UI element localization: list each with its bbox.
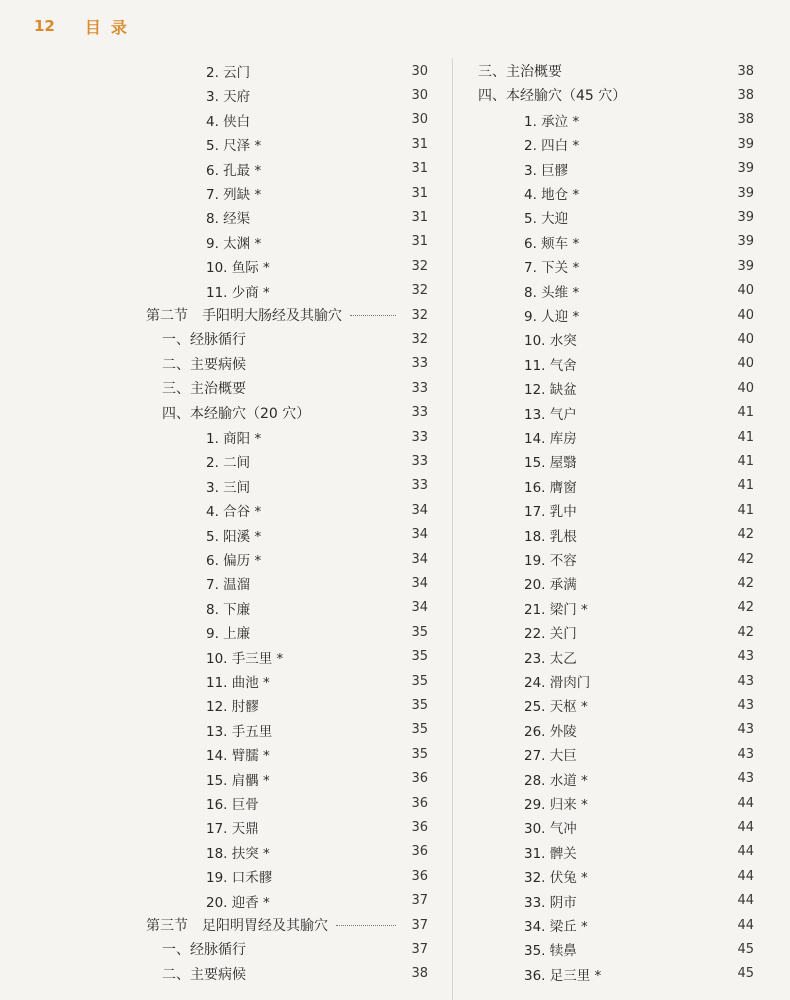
toc-acupoint-entry bbox=[468, 231, 754, 253]
entry-label: 19. 口禾髎 bbox=[206, 870, 273, 887]
dot-leader bbox=[336, 924, 396, 926]
entry-page-number: 31 bbox=[411, 234, 428, 250]
dot-leader bbox=[350, 314, 396, 316]
toc-acupoint-entry bbox=[468, 158, 754, 180]
toc-acupoint-entry bbox=[468, 694, 754, 716]
entry-page-number: 39 bbox=[737, 234, 754, 250]
entry-label: 15. 肩髃 * bbox=[206, 772, 270, 789]
entry-label: 18. 乳根 bbox=[524, 528, 577, 545]
entry-page-number: 31 bbox=[411, 185, 428, 201]
entry-label: 4. 合谷 * bbox=[206, 504, 262, 521]
entry-page-number: 40 bbox=[737, 356, 754, 372]
entry-page-number: 42 bbox=[737, 551, 754, 567]
entry-label: 第三节 足阳明胃经及其腧穴 bbox=[146, 918, 328, 934]
toc-acupoint-entry bbox=[468, 621, 754, 643]
entry-page-number: 39 bbox=[737, 258, 754, 274]
entry-label: 22. 关门 bbox=[524, 626, 577, 643]
entry-label: 14. 库房 bbox=[524, 431, 577, 447]
entry-label: 13. 手五里 bbox=[206, 723, 273, 740]
toc-acupoint-entry bbox=[140, 865, 428, 887]
entry-page-number: 44 bbox=[737, 795, 754, 811]
entry-page-number: 31 bbox=[411, 136, 428, 152]
entry-page-number: 31 bbox=[411, 161, 428, 177]
toc-acupoint-entry bbox=[468, 938, 754, 960]
toc-acupoint-entry bbox=[140, 890, 428, 912]
entry-page-number: 41 bbox=[737, 429, 754, 445]
entry-label: 11. 气舍 bbox=[524, 357, 577, 374]
toc-acupoint-entry bbox=[468, 450, 754, 472]
toc-acupoint-entry bbox=[468, 475, 754, 497]
toc-acupoint-entry bbox=[468, 841, 754, 863]
entry-page-number: 44 bbox=[737, 844, 754, 860]
entry-label: 25. 天枢 * bbox=[524, 699, 588, 716]
toc-acupoint-entry bbox=[140, 694, 428, 716]
entry-page-number: 43 bbox=[737, 649, 754, 665]
toc-acupoint-entry bbox=[140, 475, 428, 497]
toc-acupoint-entry bbox=[468, 743, 754, 765]
entry-label: 17. 天鼎 bbox=[206, 821, 259, 838]
toc-acupoint-entry bbox=[140, 670, 428, 692]
entry-label: 13. 气户 bbox=[524, 406, 577, 423]
entry-page-number: 35 bbox=[411, 624, 428, 640]
entry-page-number: 36 bbox=[411, 844, 428, 860]
toc-acupoint-entry bbox=[468, 499, 754, 521]
toc-acupoint-entry bbox=[140, 280, 428, 302]
entry-page-number: 35 bbox=[411, 746, 428, 762]
toc-acupoint-entry bbox=[468, 646, 754, 668]
toc-acupoint-entry bbox=[140, 719, 428, 741]
entry-page-number: 35 bbox=[411, 722, 428, 738]
toc-acupoint-entry bbox=[140, 646, 428, 668]
entry-label: 20. 迎香 * bbox=[206, 894, 270, 911]
toc-acupoint-entry bbox=[468, 890, 754, 912]
entry-page-number: 42 bbox=[737, 575, 754, 591]
toc-acupoint-entry bbox=[140, 816, 428, 838]
entry-page-number: 36 bbox=[411, 868, 428, 884]
toc-acupoint-entry bbox=[140, 450, 428, 472]
entry-label: 35. 犊鼻 bbox=[524, 943, 577, 960]
toc-acupoint-entry bbox=[140, 60, 428, 82]
entry-label: 3. 三间 bbox=[206, 479, 251, 496]
page-number: 12 bbox=[34, 17, 55, 35]
toc-acupoint-entry bbox=[140, 572, 428, 594]
entry-label: 6. 颊车 * bbox=[524, 235, 580, 252]
entry-label: 17. 乳中 bbox=[524, 504, 577, 521]
toc-acupoint-entry bbox=[140, 548, 428, 570]
toc-acupoint-entry bbox=[140, 597, 428, 619]
toc-acupoint-entry bbox=[140, 792, 428, 814]
entry-page-number: 32 bbox=[411, 331, 428, 347]
entry-label: 20. 承满 bbox=[524, 577, 577, 594]
entry-label: 10. 鱼际 * bbox=[206, 260, 270, 277]
toc-section-entry bbox=[140, 304, 428, 326]
entry-page-number: 34 bbox=[411, 600, 428, 616]
entry-label: 36. 足三里 * bbox=[524, 967, 602, 984]
entry-label: 二、主要病候 bbox=[162, 966, 246, 983]
toc-acupoint-entry bbox=[140, 743, 428, 765]
toc-acupoint-entry bbox=[140, 426, 428, 448]
toc-acupoint-entry bbox=[468, 255, 754, 277]
toc-acupoint-entry bbox=[140, 109, 428, 131]
entry-label: 3. 巨髎 bbox=[524, 162, 569, 179]
toc-subsection-entry bbox=[140, 963, 428, 985]
entry-page-number: 39 bbox=[737, 161, 754, 177]
entry-label: 5. 大迎 bbox=[524, 211, 569, 228]
entry-label: 33. 阴市 bbox=[524, 894, 577, 911]
entry-label: 6. 偏历 * bbox=[206, 553, 262, 569]
entry-page-number: 44 bbox=[737, 893, 754, 909]
toc-acupoint-entry bbox=[468, 816, 754, 838]
toc-subsection-entry bbox=[140, 353, 428, 375]
entry-page-number: 43 bbox=[737, 771, 754, 787]
entry-page-number: 30 bbox=[411, 63, 428, 79]
entry-label: 24. 滑肉门 bbox=[524, 675, 591, 691]
entry-page-number: 42 bbox=[737, 624, 754, 640]
entry-label: 30. 气冲 bbox=[524, 821, 577, 838]
entry-label: 一、经脉循行 bbox=[162, 942, 246, 959]
entry-label: 19. 不容 bbox=[524, 553, 577, 569]
entry-page-number: 39 bbox=[737, 136, 754, 152]
entry-page-number: 40 bbox=[737, 283, 754, 299]
entry-label: 4. 地仓 * bbox=[524, 187, 580, 203]
entry-page-number: 40 bbox=[737, 380, 754, 396]
entry-page-number: 33 bbox=[411, 405, 428, 421]
entry-label: 15. 屋翳 bbox=[524, 455, 577, 472]
entry-label: 12. 缺盆 bbox=[524, 382, 577, 399]
entry-page-number: 33 bbox=[411, 380, 428, 396]
toc-subsection-entry bbox=[140, 402, 428, 424]
page-header bbox=[34, 14, 137, 38]
entry-label: 8. 下廉 bbox=[206, 601, 251, 618]
column-divider bbox=[452, 58, 453, 1000]
entry-label: 4. 侠白 bbox=[206, 113, 251, 130]
entry-label: 28. 水道 * bbox=[524, 772, 588, 789]
entry-label: 9. 上廉 bbox=[206, 626, 251, 643]
toc-acupoint-entry bbox=[468, 182, 754, 204]
toc-acupoint-entry bbox=[468, 524, 754, 546]
toc-acupoint-entry bbox=[468, 133, 754, 155]
entry-label: 29. 归来 * bbox=[524, 797, 588, 813]
entry-label: 7. 下关 * bbox=[524, 260, 580, 277]
entry-page-number: 35 bbox=[411, 697, 428, 713]
toc-acupoint-entry bbox=[468, 328, 754, 350]
entry-label: 8. 经渠 bbox=[206, 211, 251, 228]
toc-acupoint-entry bbox=[140, 255, 428, 277]
entry-page-number: 41 bbox=[737, 478, 754, 494]
entry-page-number: 36 bbox=[411, 771, 428, 787]
toc-subsection-entry bbox=[468, 60, 754, 82]
entry-label: 27. 大巨 bbox=[524, 748, 577, 765]
entry-page-number: 42 bbox=[737, 527, 754, 543]
entry-page-number: 38 bbox=[411, 966, 428, 982]
entry-label: 7. 温溜 bbox=[206, 577, 251, 594]
toc-acupoint-entry bbox=[140, 841, 428, 863]
entry-page-number: 43 bbox=[737, 673, 754, 689]
toc-subsection-entry bbox=[468, 84, 754, 106]
toc-acupoint-entry bbox=[468, 792, 754, 814]
entry-page-number: 35 bbox=[411, 673, 428, 689]
entry-label: 2. 云门 bbox=[206, 65, 251, 81]
entry-label: 5. 尺泽 * bbox=[206, 138, 262, 155]
entry-page-number: 38 bbox=[737, 87, 754, 103]
entry-page-number: 34 bbox=[411, 502, 428, 518]
entry-page-number: 35 bbox=[411, 649, 428, 665]
entry-page-number: 40 bbox=[737, 307, 754, 323]
entry-page-number: 44 bbox=[737, 819, 754, 835]
entry-page-number: 43 bbox=[737, 722, 754, 738]
toc-acupoint-entry bbox=[140, 621, 428, 643]
toc-acupoint-entry bbox=[468, 206, 754, 228]
entry-label: 第二节 手阳明大肠经及其腧穴 bbox=[146, 308, 342, 324]
entry-label: 2. 四白 * bbox=[524, 138, 580, 155]
entry-page-number: 41 bbox=[737, 405, 754, 421]
entry-label: 9. 人迎 * bbox=[524, 309, 580, 325]
toc-acupoint-entry bbox=[468, 768, 754, 790]
entry-label: 1. 承泣 * bbox=[524, 113, 580, 130]
page-title: 目录 bbox=[84, 17, 137, 37]
entry-label: 16. 膺窗 bbox=[524, 479, 577, 496]
entry-label: 18. 扶突 * bbox=[206, 845, 270, 862]
entry-page-number: 33 bbox=[411, 356, 428, 372]
entry-page-number: 44 bbox=[737, 917, 754, 933]
entry-label: 二、主要病候 bbox=[162, 356, 246, 373]
entry-label: 31. 髀关 bbox=[524, 845, 577, 862]
toc-acupoint-entry bbox=[468, 597, 754, 619]
entry-page-number: 31 bbox=[411, 209, 428, 225]
entry-page-number: 30 bbox=[411, 87, 428, 103]
toc-subsection-entry bbox=[140, 938, 428, 960]
entry-page-number: 32 bbox=[411, 258, 428, 274]
toc-acupoint-entry bbox=[140, 231, 428, 253]
toc-acupoint-entry bbox=[140, 524, 428, 546]
toc-acupoint-entry bbox=[468, 377, 754, 399]
entry-page-number: 34 bbox=[411, 527, 428, 543]
toc-acupoint-entry bbox=[468, 280, 754, 302]
entry-label: 1. 商阳 * bbox=[206, 431, 262, 447]
toc-acupoint-entry bbox=[140, 768, 428, 790]
toc-acupoint-entry bbox=[468, 109, 754, 131]
entry-label: 7. 列缺 * bbox=[206, 187, 262, 203]
toc-acupoint-entry bbox=[468, 963, 754, 985]
entry-label: 12. 肘髎 bbox=[206, 699, 259, 716]
entry-label: 23. 太乙 bbox=[524, 650, 577, 667]
toc-acupoint-entry bbox=[468, 402, 754, 424]
entry-label: 9. 太渊 * bbox=[206, 235, 262, 252]
entry-page-number: 33 bbox=[411, 478, 428, 494]
toc-acupoint-entry bbox=[468, 865, 754, 887]
entry-page-number: 32 bbox=[411, 307, 428, 323]
entry-page-number: 38 bbox=[737, 63, 754, 79]
entry-label: 14. 臂臑 * bbox=[206, 748, 270, 765]
entry-label: 三、主治概要 bbox=[162, 381, 246, 398]
entry-label: 3. 天府 bbox=[206, 89, 251, 106]
toc-acupoint-entry bbox=[140, 158, 428, 180]
entry-page-number: 39 bbox=[737, 185, 754, 201]
entry-label: 16. 巨骨 bbox=[206, 797, 259, 813]
toc-acupoint-entry bbox=[140, 499, 428, 521]
entry-page-number: 45 bbox=[737, 966, 754, 982]
entry-label: 四、本经腧穴（20 穴） bbox=[162, 405, 311, 422]
toc-acupoint-entry bbox=[468, 572, 754, 594]
entry-page-number: 33 bbox=[411, 453, 428, 469]
entry-label: 26. 外陵 bbox=[524, 723, 577, 740]
entry-page-number: 43 bbox=[737, 697, 754, 713]
entry-page-number: 45 bbox=[737, 941, 754, 957]
entry-page-number: 42 bbox=[737, 600, 754, 616]
toc-acupoint-entry bbox=[468, 914, 754, 936]
entry-page-number: 32 bbox=[411, 283, 428, 299]
entry-label: 32. 伏兔 * bbox=[524, 870, 588, 887]
entry-label: 11. 少商 * bbox=[206, 284, 270, 301]
entry-page-number: 41 bbox=[737, 453, 754, 469]
entry-label: 21. 梁门 * bbox=[524, 601, 588, 618]
entry-label: 一、经脉循行 bbox=[162, 332, 246, 349]
toc-acupoint-entry bbox=[140, 133, 428, 155]
entry-page-number: 41 bbox=[737, 502, 754, 518]
toc-acupoint-entry bbox=[140, 182, 428, 204]
entry-page-number: 30 bbox=[411, 112, 428, 128]
entry-page-number: 34 bbox=[411, 551, 428, 567]
toc-section-entry bbox=[140, 914, 428, 936]
toc-acupoint-entry bbox=[468, 304, 754, 326]
toc-subsection-entry bbox=[140, 377, 428, 399]
entry-page-number: 37 bbox=[411, 941, 428, 957]
entry-page-number: 37 bbox=[411, 893, 428, 909]
entry-page-number: 39 bbox=[737, 209, 754, 225]
entry-page-number: 34 bbox=[411, 575, 428, 591]
entry-page-number: 36 bbox=[411, 819, 428, 835]
toc-acupoint-entry bbox=[468, 426, 754, 448]
entry-page-number: 40 bbox=[737, 331, 754, 347]
toc-acupoint-entry bbox=[468, 670, 754, 692]
entry-label: 三、主治概要 bbox=[478, 64, 562, 80]
toc-acupoint-entry bbox=[468, 548, 754, 570]
entry-label: 2. 二间 bbox=[206, 455, 251, 472]
entry-label: 10. 手三里 * bbox=[206, 650, 284, 667]
entry-label: 5. 阳溪 * bbox=[206, 528, 262, 545]
toc-acupoint-entry bbox=[140, 206, 428, 228]
entry-label: 11. 曲池 * bbox=[206, 675, 270, 691]
entry-page-number: 33 bbox=[411, 429, 428, 445]
entry-page-number: 44 bbox=[737, 868, 754, 884]
toc-subsection-entry bbox=[140, 328, 428, 350]
entry-label: 10. 水突 bbox=[524, 333, 577, 350]
entry-label: 8. 头维 * bbox=[524, 284, 580, 301]
entry-page-number: 37 bbox=[411, 917, 428, 933]
toc-acupoint-entry bbox=[140, 84, 428, 106]
toc-acupoint-entry bbox=[468, 353, 754, 375]
entry-page-number: 43 bbox=[737, 746, 754, 762]
entry-page-number: 38 bbox=[737, 112, 754, 128]
entry-page-number: 36 bbox=[411, 795, 428, 811]
entry-label: 34. 梁丘 * bbox=[524, 919, 588, 935]
toc-acupoint-entry bbox=[468, 719, 754, 741]
entry-label: 四、本经腧穴（45 穴） bbox=[478, 88, 627, 105]
entry-label: 6. 孔最 * bbox=[206, 162, 262, 179]
